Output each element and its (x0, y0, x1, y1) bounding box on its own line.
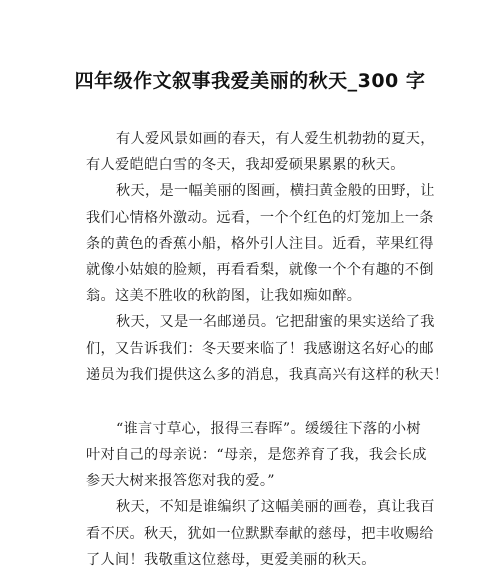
paragraph-line: 参天大树来报答您对我的爱。” (86, 473, 275, 490)
paragraph-line: 我们心情格外激动。远看，一个个红色的灯笼加上一条 (86, 209, 434, 226)
paragraph-gap (86, 388, 418, 416)
paragraph-line: “谁言寸草心，报得三春晖”。缓缓往下落的小树 (116, 420, 421, 437)
paragraph-line: 们，又告诉我们：冬天要来临了！我感谢这名好心的邮 (86, 340, 434, 357)
paragraph-line: 递员为我们提供这么多的消息，我真高兴有这样的秋天！ (86, 366, 449, 383)
paragraph-line: 条的黄色的香蕉小船，格外引人注目。近看，苹果红得 (86, 235, 434, 252)
paragraph-line: 有人爱风景如画的春天，有人爱生机勃勃的夏天， (116, 131, 435, 147)
paragraph-line: 叶对自己的母亲说：“母亲，是您养育了我，我会长成 (86, 447, 427, 464)
paragraph-line: 翁。这美不胜收的秋韵图，让我如痴如醉。 (86, 288, 362, 305)
paragraph-line: 就像小姑娘的脸颊，再看看梨，就像一个个有趣的不倒 (86, 261, 434, 278)
paragraph-line: 有人爱皑皑白雪的冬天，我却爱硕果累累的秋天。 (86, 157, 405, 174)
paragraph-line: 秋天，又是一名邮递员。它把甜蜜的果实送给了我 (116, 314, 435, 331)
document-body (86, 126, 449, 573)
paragraph-line: 看不厌。秋天，犹如一位默默奉献的慈母，把丰收赐给 (86, 525, 434, 542)
paragraph-line: 秋天，是一幅美丽的图画，横扫黄金般的田野，让 (116, 183, 435, 200)
paragraph-line: 了人间！我敬重这位慈母，更爱美丽的秋天。 (86, 551, 376, 568)
paragraph-line: 秋天，不知是谁编织了这幅美丽的画卷，真让我百 (116, 499, 435, 516)
document-title: 四年级作文叙事我爱美丽的秋天_300 字 (74, 70, 426, 92)
